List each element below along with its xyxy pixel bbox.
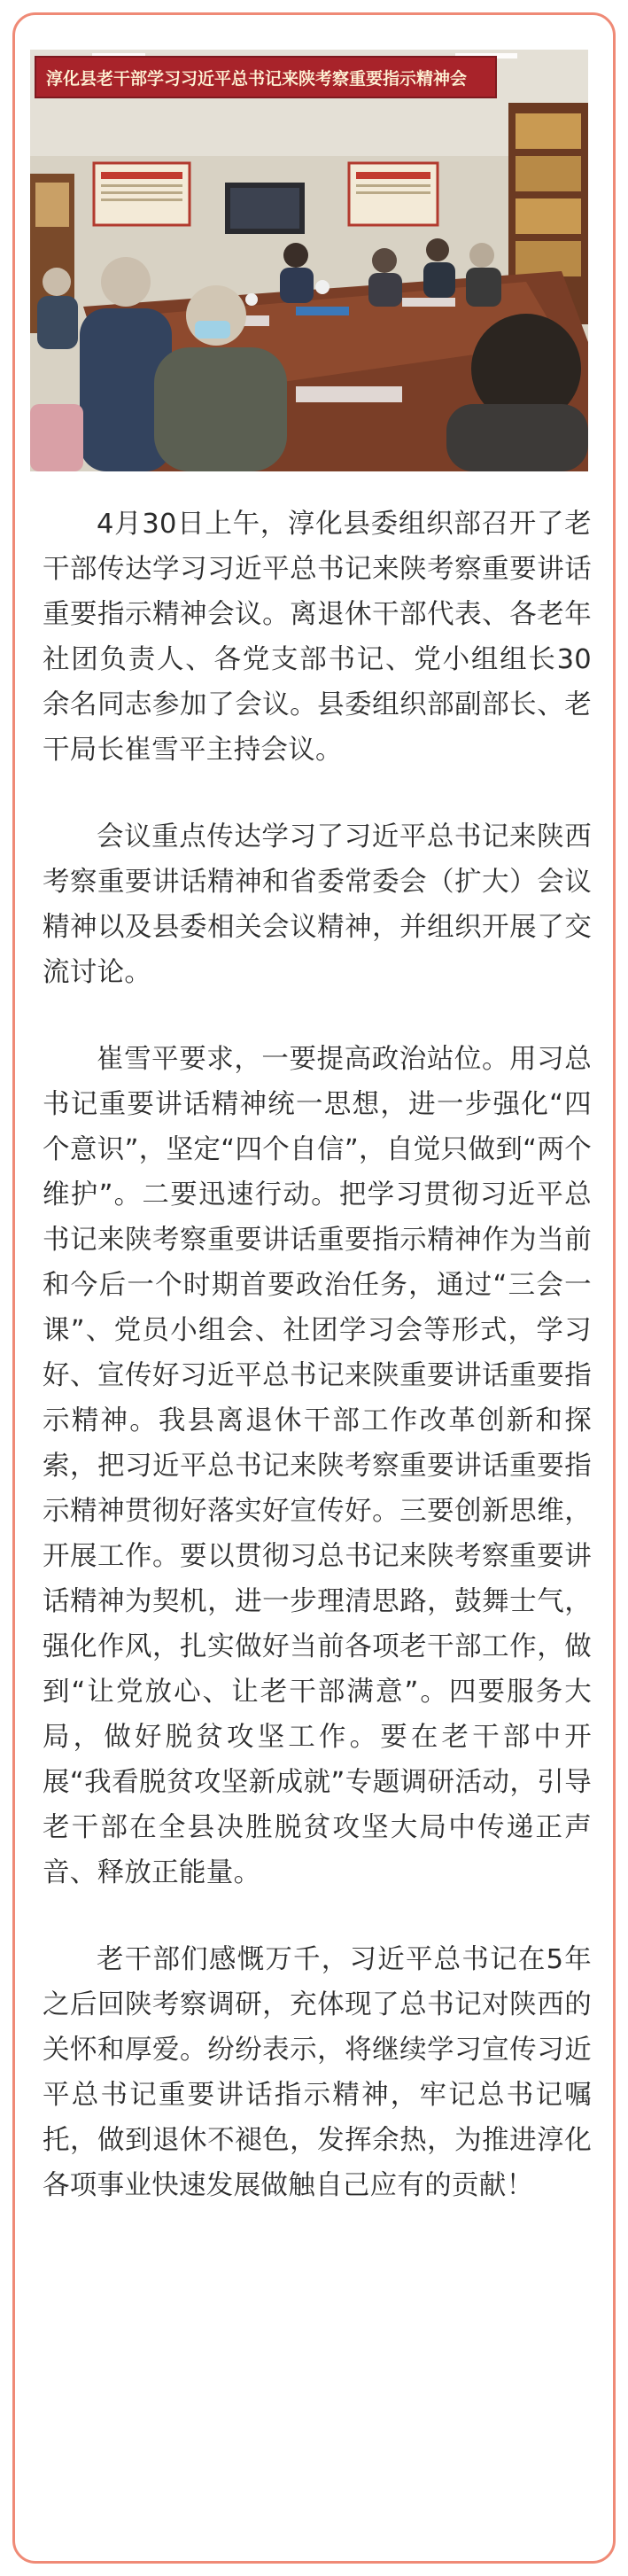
banner-text: 淳化县老干部学习习近平总书记来陕考察重要指示精神会 [46,69,468,89]
article-paragraph-4: 老干部们感慨万千，习近平总书记在5年之后回陕考察调研，充体现了总书记对陕西的关怀和厚爱。纷纷表示，将继续学习宣传习近平总书记重要讲话指示精神，牢记总书记嘱托，做到退休不褪色，发挥余热，为推进淳化各项事业快速发展做触自己应有的贡献！ [43,1944,592,2201]
meeting-photo-illustration [30,50,588,471]
article-paragraph-2: 会议重点传达学习了习近平总书记来陕西考察重要讲话精神和省委常委会（扩大）会议精神以及县委相关会议精神，并组织开展了交流讨论。 [43,821,592,988]
article-paragraph-1: 4月30日上午，淳化县委组织部召开了老干部传达学习习近平总书记来陕考察重要讲话重要指示精神会议。离退休干部代表、各老年社团负责人、各党支部书记、党小组组长30余名同志参加了会议。县委组织部副部长、老干局长崔雪平主持会议。 [43,509,592,766]
article-body [43,502,592,2250]
meeting-photo [30,50,588,471]
article-paragraph-3: 崔雪平要求，一要提高政治站位。用习总书记重要讲话精神统一思想，进一步强化“四个意识”，坚定“四个自信”，自觉只做到“两个维护”。二要迅速行动。把学习贯彻习近平总书记来陕考察重要讲话重要指示精神作为当前和今后一个时期首要政治任务，通过“三会一课”、党员小组会、社团学习会等形式，学习好、宣传好习近平总书记来陕重要讲话重要指示精神。我县离退休干部工作改革创新和探索，把习近平总书记来陕考察重要讲话重要指示精神贯彻好落实好宣传好。三要创新思维，开展工作。要以贯彻习总书记来陕考察重要讲话精神为契机，进一步理清思路，鼓舞士气，强化作风，扎实做好当前各项老干部工作，做到“让党放心、让老干部满意”。四要服务大局，做好脱贫攻坚工作。要在老干部中开展“我看脱贫攻坚新成就”专题调研活动，引导老干部在全县决胜脱贫攻坚大局中传递正声音、释放正能量。 [43,1044,592,1888]
